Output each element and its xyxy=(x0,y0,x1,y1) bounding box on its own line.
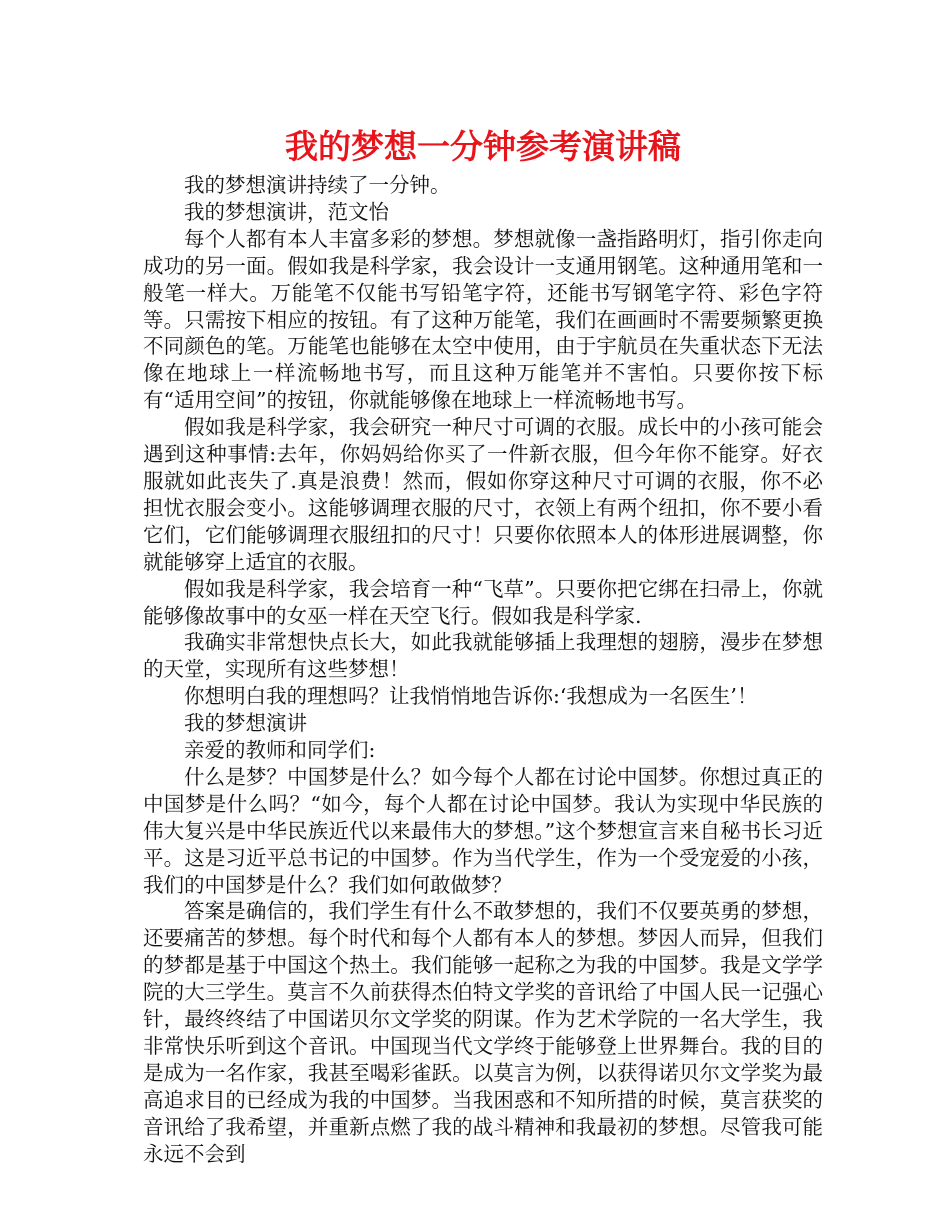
document-page xyxy=(143,122,823,1168)
paragraph: 假如我是科学家，我会研究一种尺寸可调的衣服。成长中的小孩可能会遇到这种事情:去年，你妈妈给你买了一件新衣服，但今年你不能穿。好衣服就如此丧失了.真是浪费！然而，假如你穿这种尺寸可调的衣服，你不必担忧衣服会变小。这能够调理衣服的尺寸，衣领上有两个纽扣，你不要小看它们，它们能够调理衣服纽扣的尺寸！只要你依照本人的体形进展调整，你就能够穿上适宜的衣服。 xyxy=(143,415,823,574)
paragraph: 你想明白我的理想吗？让我悄悄地告诉你:‘我想成为一名医生’！ xyxy=(184,684,758,709)
document-body xyxy=(143,172,823,1168)
paragraph: 假如我是科学家，我会培育一种“飞草”。只要你把它绑在扫帚上，你就能够像故事中的女巫一样在天空飞行。假如我是科学家. xyxy=(143,576,823,628)
paragraph: 我的梦想演讲，范文怡 xyxy=(184,199,389,224)
paragraph: 什么是梦？中国梦是什么？如今每个人都在讨论中国梦。你想过真正的中国梦是什么吗？“如今，每个人都在讨论中国梦。我认为实现中华民族的伟大复兴是中华民族近代以来最伟大的梦想。”这个梦想宣言来自秘书长习近平。这是习近平总书记的中国梦。作为当代学生，作为一个受宠爱的小孩，我们的中国梦是什么？我们如何敢做梦？ xyxy=(143,764,823,897)
paragraph: 答案是确信的，我们学生有什么不敢梦想的，我们不仅要英勇的梦想，还要痛苦的梦想。每个时代和每个人都有本人的梦想。梦因人而异，但我们的梦都是基于中国这个热土。我们能够一起称之为我的中国梦。我是文学学院的大三学生。莫言不久前获得杰伯特文学奖的音讯给了中国人民一记强心针，最终终结了中国诺贝尔文学奖的阴谋。作为艺术学院的一名大学生，我非常快乐听到这个音讯。中国现当代文学终于能够登上世界舞台。我的目的是成为一名作家，我甚至喝彩雀跃。以莫言为例，以获得诺贝尔文学奖为最高追求目的已经成为我的中国梦。当我困惑和不知所措的时候，莫言获奖的音讯给了我希望，并重新点燃了我的战斗精神和我最初的梦想。尽管我可能永远不会到 xyxy=(143,899,823,1166)
paragraph: 我的梦想演讲 xyxy=(184,711,307,736)
paragraph: 每个人都有本人丰富多彩的梦想。梦想就像一盏指路明灯，指引你走向成功的另一面。假如我是科学家，我会设计一支通用钢笔。这种通用笔和一般笔一样大。万能笔不仅能书写铅笔字符，还能书写钢笔字符、彩色字符等。只需按下相应的按钮。有了这种万能笔，我们在画画时不需要频繁更换不同颜色的笔。万能笔也能够在太空中使用，由于宇航员在失重状态下无法像在地球上一样流畅地书写，而且这种万能笔并不害怕。只要你按下标有“适用空间”的按钮，你就能够像在地球上一样流畅地书写。 xyxy=(143,226,823,413)
paragraph: 亲爱的教师和同学们: xyxy=(184,738,376,763)
paragraph: 我的梦想演讲持续了一分钟。 xyxy=(184,173,451,197)
paragraph: 我确实非常想快点长大，如此我就能够插上我理想的翅膀，漫步在梦想的天堂，实现所有这些梦想！ xyxy=(143,630,823,682)
document-title: 我的梦想一分钟参考演讲稿 xyxy=(285,127,681,166)
